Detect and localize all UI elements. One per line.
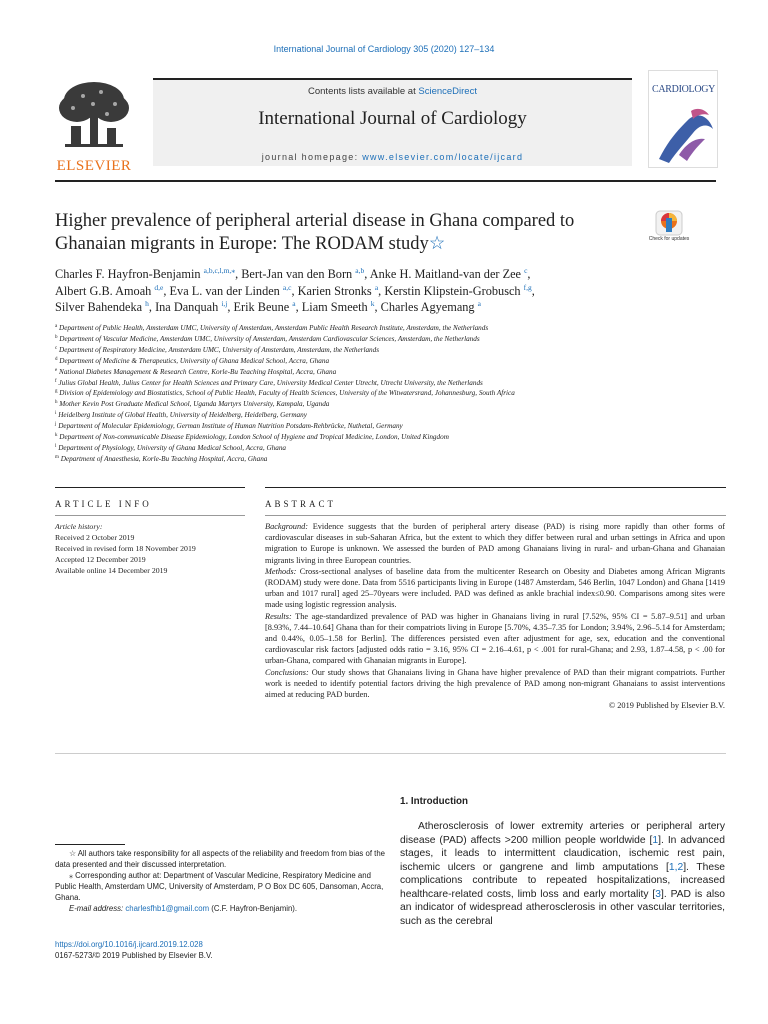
footnote-divider xyxy=(55,844,125,845)
crossmark-icon xyxy=(648,210,690,236)
abstract-methods: Methods: Cross-sectional analyses of baseline data from the multicenter Research on Obesity and Diabetes among African Migrants (RODAM) study were done. Data from 5516 participants living in Europe (1487 Amsterdam, 546 Berlin, 1047 London) and Ghana [1419 urban and 1017 rural] aged 25–70years were included. PAD was defined as ankle brachial index≤0.90. Comparisons among sites were made using logistic regression analysis. xyxy=(265,566,725,610)
contents-line xyxy=(153,86,632,97)
author-affiliation-link[interactable]: a,b,c,l,m,⁎ xyxy=(203,266,236,275)
section-divider xyxy=(55,515,245,516)
affiliation-item: $^c$ Department of Respiratory Medicine, Amsterdam UMC, University of Amsterdam, Amsterdam, the Netherlands xyxy=(55,345,380,354)
tree-icon xyxy=(55,78,133,156)
cover-art-icon xyxy=(649,99,717,167)
author-affiliation-link[interactable]: k xyxy=(370,299,375,308)
homepage-line xyxy=(153,152,632,162)
section-divider xyxy=(265,487,726,488)
author: Kerstin Klipstein-Grobusch xyxy=(384,283,521,298)
reference-link[interactable]: 3 xyxy=(655,888,661,900)
affiliation-item: $^l$ Department of Physiology, University of Ghana Medical School, Accra, Ghana xyxy=(55,443,287,452)
history-entry: Accepted 12 December 2019 xyxy=(55,555,146,564)
section-divider xyxy=(55,487,245,488)
author-affiliation-link[interactable]: d,e xyxy=(154,282,164,292)
author: Charles Agyemang xyxy=(380,300,475,314)
journal-homepage-link[interactable]: www.elsevier.com/locate/ijcard xyxy=(362,152,524,162)
email-link[interactable]: charlesfhb1@gmail.com xyxy=(125,904,210,913)
title-footnote: ☆ All authors take responsibility for all aspects of the reliability and freedom from bias of the data presented and their discussed interpretation. xyxy=(55,849,385,869)
doi-block xyxy=(55,939,213,961)
journal-masthead xyxy=(55,70,632,173)
author-affiliation-link[interactable]: c xyxy=(524,266,528,275)
check-for-updates-badge[interactable] xyxy=(648,210,690,250)
abstract-background: Background: Evidence suggests that the burden of peripheral artery disease (PAD) is rising more rapidly than other forms of cardiovascular diseases in sub-Saharan Africa, but the extent to which they differ between rural and urban settings in Africa and upon migration to Europe is unknown. We assessed the burden of PAD among Ghanaians living in rural- and urban-Ghana and Ghanaian migrants living in three European countries. xyxy=(265,522,725,565)
article-history xyxy=(55,521,245,576)
author: Liam Smeeth xyxy=(301,300,368,314)
affiliation-item: $^j$ Department of Molecular Epidemiology, German Institute of Human Nutrition Potsdam-Rehbrücke, Nuthetal, Germany xyxy=(55,422,403,431)
affiliation-list xyxy=(55,323,715,465)
abstract-copyright: © 2019 Published by Elsevier B.V. xyxy=(608,701,725,711)
author: Charles F. Hayfron-Benjamin xyxy=(55,267,201,281)
author-list: Charles F. Hayfron-Benjamin $^{a,b,c,l,m,⁎}$, Bert-Jan van den Born $^{a,b}$, Anke H. Maitland-van der Zee $^c$, Albert G.B. Amoah $^{d,e}$, Eva L. van der Linden $^{a,c}$, Karien Stronks $^a$, Kerstin Klipstein-Grobusch $^{f,g}$, Silver Bahendeka $^h$, Ina Danquah $^{i,j}$, Erik Beune $^a$, Liam Smeeth $^k$, Charles Agyemang $^a$ xyxy=(55,266,535,314)
reference-link[interactable]: 1 xyxy=(652,834,659,846)
abstract-results: Results: The age-standardized prevalence of PAD was higher in Ghanaians living in rural [7.52%, 95% CI = 5.87–9.51] and urban [8.93%, 7.44–10.64] Ghana than for their compatriots living in Europe [5.70%, 4.35–7.35 for London; 3.94%, 2.96–5.14 for Amsterdam; and 0.44%, 0.05–1.58 for Berlin]. The differences persisted even after adjustment for age, sex, education and the conventional cardiovascular risk factors [adjusted odds ratio = 3.16, 95% CI = 2.16–4.61, p < .001 for rural-Ghana; and 2.93, 1.87–4.58, p < .00 for urban-Ghana, compared with Ghanaian migrants in Europe]. xyxy=(265,611,725,666)
introduction-heading: 1. Introduction xyxy=(400,796,469,807)
issn-line: 0167-5273/© 2019 Published by Elsevier B.V. xyxy=(55,951,213,960)
footnotes xyxy=(55,848,385,914)
author: Anke H. Maitland-van der Zee xyxy=(369,267,521,281)
author: Ina Danquah xyxy=(155,300,219,314)
section-divider xyxy=(55,753,726,754)
author-affiliation-link[interactable]: a,b xyxy=(355,266,365,275)
author-affiliation-link[interactable]: a xyxy=(477,299,482,308)
article-title xyxy=(55,210,645,256)
affiliation-item: $^m$ Department of Anaesthesia, Korle-Bu Teaching Hospital, Accra, Ghana xyxy=(55,454,268,463)
article-history-title: Article history: xyxy=(55,522,103,531)
crossmark-label: Check for updates xyxy=(648,236,690,242)
affiliation-item: $^b$ Department of Vascular Medicine, Amsterdam UMC, University of Amsterdam, Amsterdam Cardiovascular Sciences, Amsterdam, the Netherlands xyxy=(55,334,480,343)
title-footnote-marker[interactable]: ☆ xyxy=(428,234,446,254)
history-entry: Available online 14 December 2019 xyxy=(55,566,168,575)
affiliation-item: $^k$ Department of Non-communicable Disease Epidemiology, London School of Hygiene and Tropical Medicine, London, United Kingdom xyxy=(55,433,449,442)
abstract-heading: ABSTRACT xyxy=(265,499,337,509)
article-info-heading: ARTICLE INFO xyxy=(55,499,152,509)
homepage-prefix: journal homepage: xyxy=(261,152,363,162)
masthead-rule xyxy=(55,180,716,182)
author: Eva L. van der Linden xyxy=(169,283,280,298)
doi-link[interactable]: https://doi.org/10.1016/j.ijcard.2019.12.028 xyxy=(55,940,203,949)
elsevier-tree-logo[interactable] xyxy=(55,78,133,172)
affiliation-item: $^g$ Division of Epidemiology and Biostatistics, School of Public Health, Faculty of Health Sciences, University of the Witwatersrand, Johannesburg, South Africa xyxy=(55,389,515,398)
article-title-text: Higher prevalence of peripheral arterial disease in Ghana compared to Ghanaian migrants in Europe: The RODAM study xyxy=(55,211,575,254)
author: Silver Bahendeka xyxy=(55,300,143,314)
history-entry: Received in revised form 18 November 2019 xyxy=(55,544,196,553)
author-affiliation-link[interactable]: i,j xyxy=(221,299,228,308)
history-entry: Received 2 October 2019 xyxy=(55,533,135,542)
author: Albert G.B. Amoah xyxy=(55,283,152,298)
introduction-paragraph: Atherosclerosis of lower extremity arteries or peripheral artery disease (PAD) affects >200 million people worldwide [1]. In advanced stages, it leads to intermittent claudication, ischemic rest pain, ischemic ulcers or gangrene and limb amputations [1,2]. These complications contribute to repeated hospitalizations, increased healthcare-related costs, limb loss and early mortality [3]. PAD is also an indicator of widespread atherosclerosis in other vascular territories, such as the cerebral xyxy=(400,821,726,927)
sciencedirect-link[interactable]: ScienceDirect xyxy=(418,86,477,97)
section-divider xyxy=(265,515,726,516)
elsevier-wordmark: ELSEVIER xyxy=(56,158,132,174)
email-note: E-mail address: charlesfhb1@gmail.com (C.F. Hayfron-Benjamin). xyxy=(69,904,298,913)
author-affiliation-link[interactable]: h xyxy=(145,299,149,308)
journal-cover-thumbnail[interactable] xyxy=(648,70,718,168)
affiliation-item: $^a$ Department of Public Health, Amsterdam UMC, University of Amsterdam, Amsterdam Public Health Research Institute, Amsterdam, the Netherlands xyxy=(55,324,489,332)
masthead-banner xyxy=(153,78,632,166)
author-affiliation-link[interactable]: a xyxy=(292,299,296,308)
author-affiliation-link[interactable]: f,g xyxy=(523,282,532,292)
author: Karien Stronks xyxy=(297,283,372,298)
corresponding-author-note: ⁎ Corresponding author at: Department of Vascular Medicine, Respiratory Medicine and Public Health, Amsterdam UMC, University of Amsterdam, P O Box DC 605, Dansoman, Accra, Ghana. xyxy=(55,871,384,902)
journal-citation-link[interactable]: International Journal of Cardiology 305 (2020) 127–134 xyxy=(273,44,495,54)
affiliation-item: $^h$ Mother Kevin Post Graduate Medical School, Uganda Martyrs University, Kampala, Uganda xyxy=(55,400,330,409)
author: Bert-Jan van den Born xyxy=(241,267,353,281)
affiliation-item: $^i$ Heidelberg Institute of Global Health, University of Heidelberg, Heidelberg, Germany xyxy=(55,411,307,420)
cover-title: CARDIOLOGY xyxy=(652,84,716,95)
reference-link[interactable]: 1,2 xyxy=(668,861,684,873)
affiliation-item: $^f$ Julius Global Health, Julius Center for Health Sciences and Primary Care, University Medical Center Utrecht, Utrecht University, the Netherlands xyxy=(55,378,483,387)
affiliation-item: $^e$ National Diabetes Management & Research Centre, Korle-Bu Teaching Hospital, Accra, Ghana xyxy=(55,367,337,376)
affiliation-item: $^d$ Department of Medicine & Therapeutics, University of Ghana Medical School, Accra, Ghana xyxy=(55,356,330,365)
author-affiliation-link[interactable]: a,c xyxy=(282,282,292,292)
author: Erik Beune xyxy=(233,300,290,314)
contents-prefix: Contents lists available at xyxy=(308,86,419,97)
author-affiliation-link[interactable]: a xyxy=(374,282,379,292)
abstract-body xyxy=(265,521,725,711)
abstract-conclusions: Conclusions: Our study shows that Ghanaians living in Ghana have higher prevalence of PAD than their migrant compatriots. Further work is needed to identify potential factors driving the high prevalence of PAD among non-migrant Ghanaians to assist interventions aimed at reducing PAD burden. xyxy=(265,667,725,700)
journal-name: International Journal of Cardiology xyxy=(258,108,527,129)
